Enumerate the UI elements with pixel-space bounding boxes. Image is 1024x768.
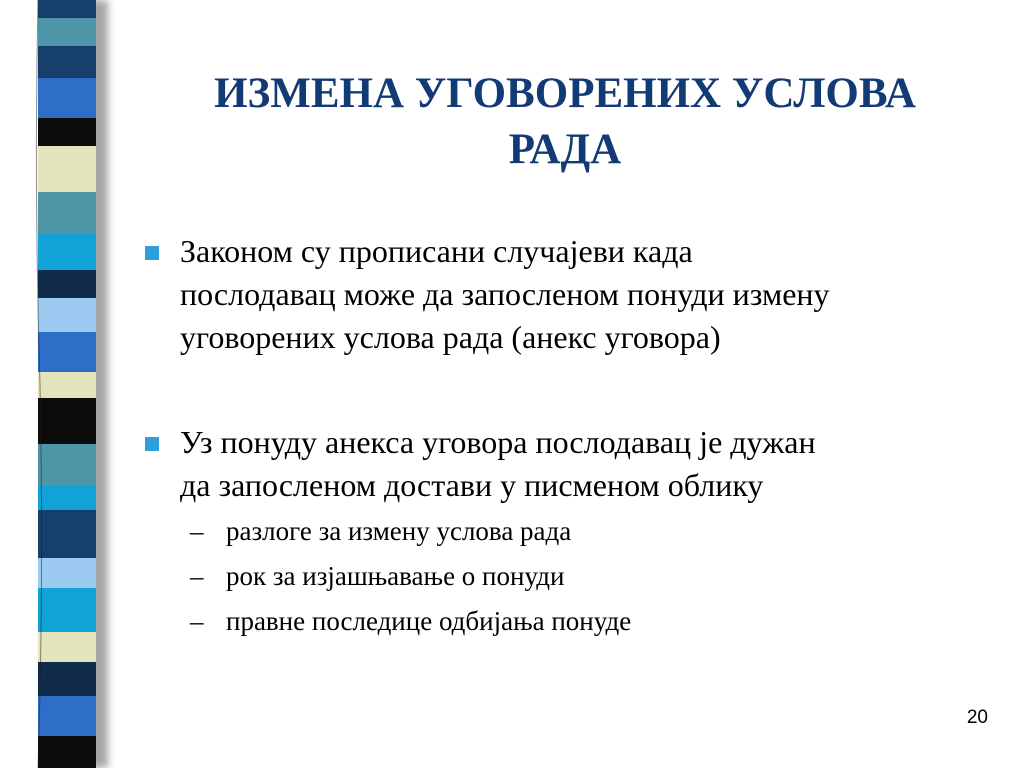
sub-item-1 bbox=[190, 514, 970, 548]
sub-item-text: разлоге за измену услова рада bbox=[226, 516, 572, 546]
bullet-text-line: послодавац може да запосленом понуди измену bbox=[180, 276, 830, 312]
bullet-text-line: Законом су прописани случајеви када bbox=[180, 233, 693, 269]
bullet-text-line: уговорених услова рада (анекс уговора) bbox=[180, 319, 721, 355]
sub-item-3 bbox=[190, 604, 970, 638]
square-bullet-icon bbox=[145, 246, 159, 260]
dash-marker: – bbox=[190, 606, 204, 636]
sub-item-2 bbox=[190, 559, 970, 593]
sub-item-text: правне последице одбијања понуде bbox=[226, 606, 632, 636]
dash-marker: – bbox=[190, 516, 204, 546]
bullet-item-1 bbox=[145, 230, 1005, 359]
title-line-1: ИЗМЕНА УГОВОРЕНИХ УСЛОВА bbox=[214, 70, 916, 117]
bullet-text-line: да запосленом достави у писменом облику bbox=[180, 467, 764, 503]
dash-marker: – bbox=[190, 561, 204, 591]
title-line-2: РАДА bbox=[508, 126, 622, 173]
sub-item-text: рок за изјашњавање о понуди bbox=[226, 561, 565, 591]
square-bullet-icon bbox=[145, 437, 159, 451]
page-number: 20 bbox=[966, 707, 988, 728]
bullet-item-2 bbox=[145, 421, 1005, 507]
bullet-text-line: Уз понуду анекса уговора послодавац је дужан bbox=[180, 424, 816, 460]
